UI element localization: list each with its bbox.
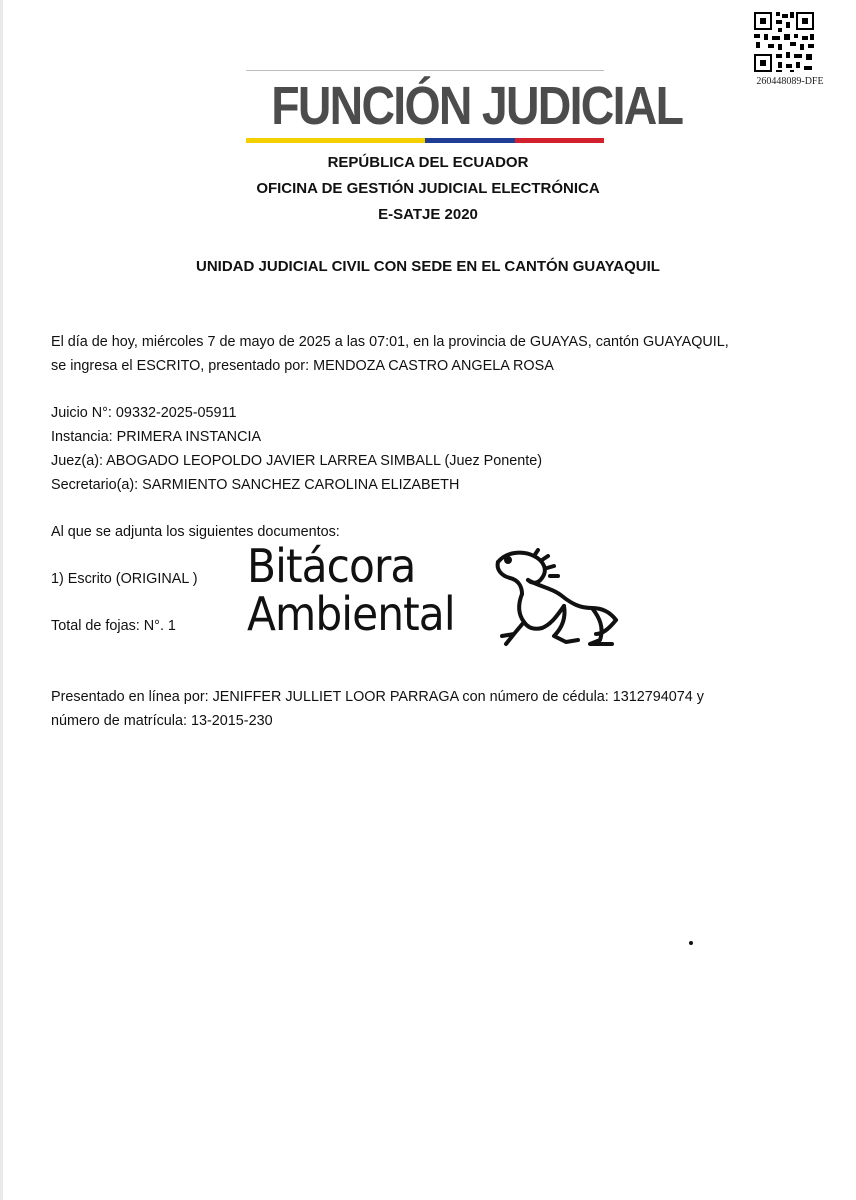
secretario: Secretario(a): SARMIENTO SANCHEZ CAROLINA ELIZABETH xyxy=(51,477,460,493)
unit-heading: UNIDAD JUDICIAL CIVIL CON SEDE EN EL CANTÓN GUAYAQUIL xyxy=(196,258,660,275)
document-item-1: 1) Escrito (ORIGINAL ) xyxy=(51,571,198,587)
stray-dot xyxy=(689,941,693,945)
qr-code-icon xyxy=(752,10,816,74)
funcion-judicial-logo: FUNCIÓN JUDICIAL xyxy=(271,76,683,136)
bitacora-ambiental-logo xyxy=(247,539,473,641)
presented-by-line-1: Presentado en línea por: JENIFFER JULLIET LOOR PARRAGA con número de cédula: 1312794074 y xyxy=(51,689,704,705)
flag-stripe xyxy=(246,138,604,143)
qr-code-label: 260448089-DFE xyxy=(756,76,824,87)
instancia: Instancia: PRIMERA INSTANCIA xyxy=(51,429,262,445)
brand-line-2: Ambiental xyxy=(247,587,455,641)
system-heading: E-SATJE 2020 xyxy=(378,206,478,223)
attached-docs-label: Al que se adjunta los siguientes documentos: xyxy=(51,524,340,540)
total-fojas: Total de fojas: N°. 1 xyxy=(51,618,176,634)
republic-heading: REPÚBLICA DEL ECUADOR xyxy=(327,154,529,171)
flag-blue xyxy=(425,138,515,143)
intro-line-2: se ingresa el ESCRITO, presentado por: MENDOZA CASTRO ANGELA ROSA xyxy=(51,358,554,374)
office-heading: OFICINA DE GESTIÓN JUDICIAL ELECTRÓNICA xyxy=(256,180,600,197)
flag-yellow xyxy=(246,138,425,143)
intro-line-1: El día de hoy, miércoles 7 de mayo de 2025 a las 07:01, en la provincia de GUAYAS, cantón GUAYAQUIL, xyxy=(51,334,729,350)
presented-by-line-2: número de matrícula: 13-2015-230 xyxy=(51,713,273,729)
juez: Juez(a): ABOGADO LEOPOLDO JAVIER LARREA SIMBALL (Juez Ponente) xyxy=(51,453,543,469)
logo-top-rule xyxy=(246,70,604,71)
juicio-number: Juicio N°: 09332-2025-05911 xyxy=(51,405,237,421)
flag-red xyxy=(515,138,605,143)
iguana-icon xyxy=(492,548,620,650)
brand-line-1: Bitácora xyxy=(247,539,416,593)
